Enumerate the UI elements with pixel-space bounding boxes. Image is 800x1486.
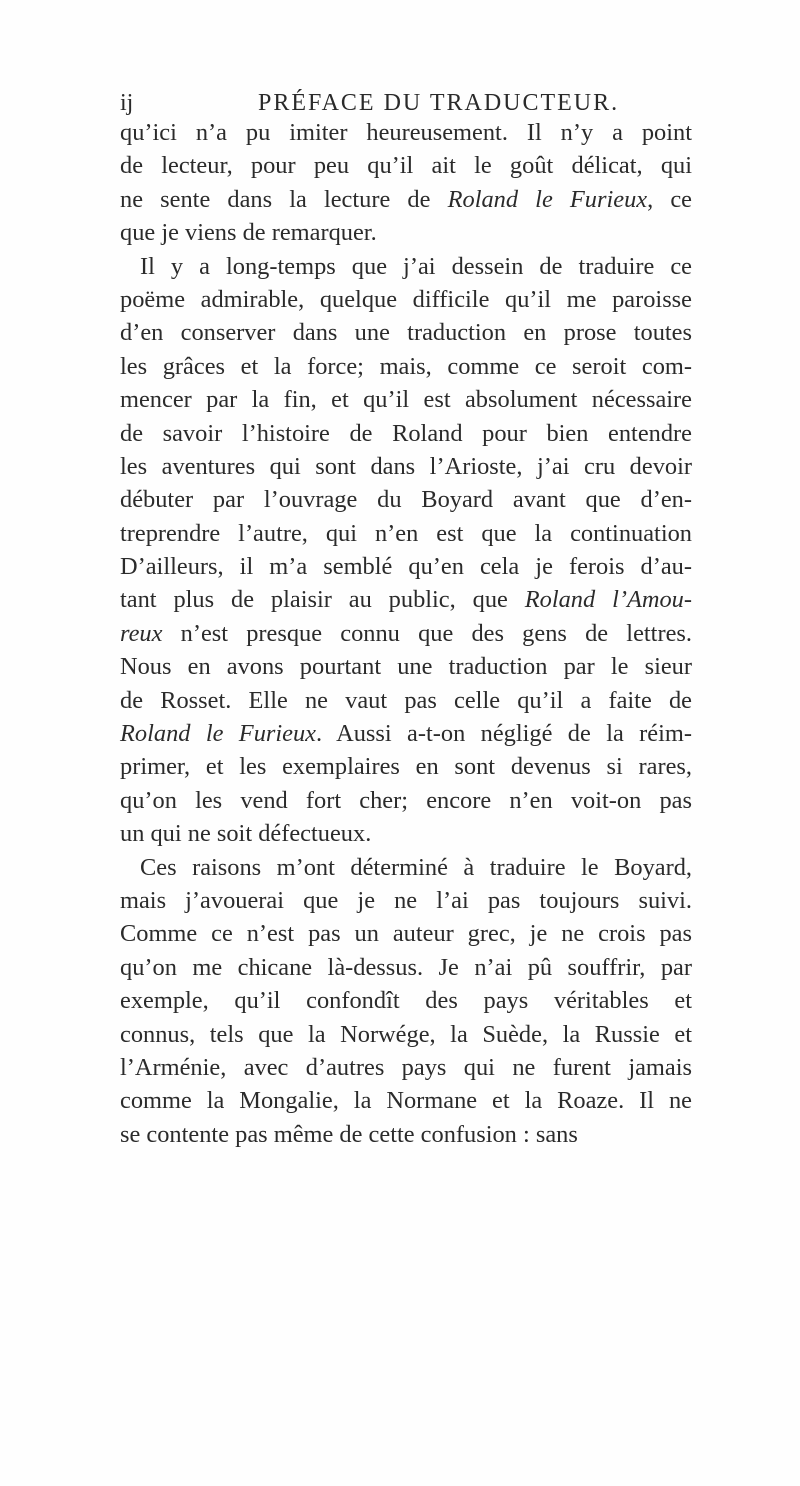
- text-line: [120, 851, 692, 884]
- text-segment: de lecteur, pour peu qu’il ait le goût délicat, qui: [120, 152, 692, 180]
- text-line: [120, 417, 692, 450]
- text-line: [120, 316, 692, 349]
- text-segment: primer, et les exemplaires en sont devenus si rares,: [120, 753, 692, 781]
- text-segment: poëme admirable, quelque difficile qu’il me paroisse: [120, 285, 692, 313]
- text-segment: tant plus de plaisir au public, que: [120, 586, 525, 614]
- text-line: [120, 283, 692, 316]
- text-line: [120, 550, 692, 583]
- text-segment: un qui ne soit défectueux.: [120, 820, 372, 848]
- text-line: [120, 1118, 692, 1151]
- italic-text: Roland l’Amou-: [524, 586, 693, 614]
- text-line: [120, 250, 692, 283]
- text-line: [120, 817, 692, 850]
- text-segment: les grâces et la force; mais, comme ce seroit com-: [120, 352, 692, 380]
- text-line: [120, 383, 692, 416]
- italic-text: Roland le Furieux: [120, 720, 316, 748]
- text-segment: Nous en avons pourtant une traduction par le sieur: [120, 653, 692, 681]
- text-line: [120, 617, 692, 650]
- text-line: [120, 116, 692, 149]
- text-segment: n’est presque connu que des gens de lettres.: [162, 619, 692, 647]
- text-segment: connus, tels que la Norwége, la Suède, la Russie et: [120, 1020, 692, 1048]
- text-line: [120, 917, 692, 950]
- text-segment: Ces raisons m’ont déterminé à traduire le Boyard,: [140, 853, 692, 881]
- text-segment: mencer par la fin, et qu’il est absolument nécessaire: [120, 386, 692, 414]
- text-segment: que je viens de remarquer.: [120, 219, 377, 247]
- text-line: [120, 1084, 692, 1117]
- text-segment: de Rosset. Elle ne vaut pas celle qu’il a faite de: [120, 686, 692, 714]
- text-line: [120, 583, 692, 616]
- italic-text: reux: [120, 619, 163, 647]
- text-segment: qu’on me chicane là-dessus. Je n’ai pû souffrir, par: [120, 953, 692, 981]
- text-segment: comme la Mongalie, la Normane et la Roaze. Il ne: [120, 1087, 692, 1115]
- text-segment: qu’ici n’a pu imiter heureusement. Il n’y a point: [120, 119, 692, 146]
- text-line: [120, 717, 692, 750]
- text-line: [120, 1051, 692, 1084]
- text-line: [120, 350, 692, 383]
- text-line: [120, 750, 692, 783]
- text-line: [120, 149, 692, 182]
- text-segment: treprendre l’autre, qui n’en est que la continuation: [120, 519, 692, 547]
- text-segment: d’en conserver dans une traduction en prose toutes: [120, 319, 692, 347]
- text-line: [120, 483, 692, 516]
- text-line: [120, 517, 692, 550]
- text-segment: de savoir l’histoire de Roland pour bien entendre: [120, 419, 692, 447]
- text-segment: , ce: [647, 185, 693, 213]
- text-line: [120, 784, 692, 817]
- text-line: [120, 884, 692, 917]
- text-line: [120, 650, 692, 683]
- text-segment: débuter par l’ouvrage du Boyard avant que d’en-: [120, 486, 692, 514]
- text-segment: . Aussi a-t-on négligé de la réim-: [316, 720, 692, 748]
- text-line: [120, 183, 692, 216]
- text-line: [120, 450, 692, 483]
- text-segment: qu’on les vend fort cher; encore n’en voit-on pas: [120, 786, 692, 814]
- text-line: [120, 951, 692, 984]
- text-segment: mais j’avouerai que je ne l’ai pas toujours suivi.: [120, 886, 692, 914]
- text-line: [120, 684, 692, 717]
- text-line: [120, 216, 692, 249]
- text-segment: Comme ce n’est pas un auteur grec, je ne crois pas: [120, 920, 692, 948]
- running-head: PRÉFACE DU TRADUCTEUR.: [258, 90, 620, 116]
- text-segment: l’Arménie, avec d’autres pays qui ne furent jamais: [120, 1053, 692, 1081]
- text-line: [120, 1018, 692, 1051]
- text-line: [120, 984, 692, 1017]
- page-number: ij: [120, 90, 134, 116]
- body-text: [120, 116, 692, 1151]
- text-segment: exemple, qu’il confondît des pays véritables et: [120, 987, 692, 1015]
- text-segment: Il y a long-temps que j’ai dessein de traduire ce: [140, 252, 692, 280]
- italic-text: Roland le Furieux: [447, 185, 648, 213]
- text-segment: ne sente dans la lecture de: [120, 185, 448, 213]
- text-segment: D’ailleurs, il m’a semblé qu’en cela je ferois d’au-: [120, 553, 692, 581]
- text-segment: les aventures qui sont dans l’Arioste, j’ai cru devoir: [120, 452, 692, 480]
- text-segment: se contente pas même de cette confusion : sans: [120, 1120, 578, 1148]
